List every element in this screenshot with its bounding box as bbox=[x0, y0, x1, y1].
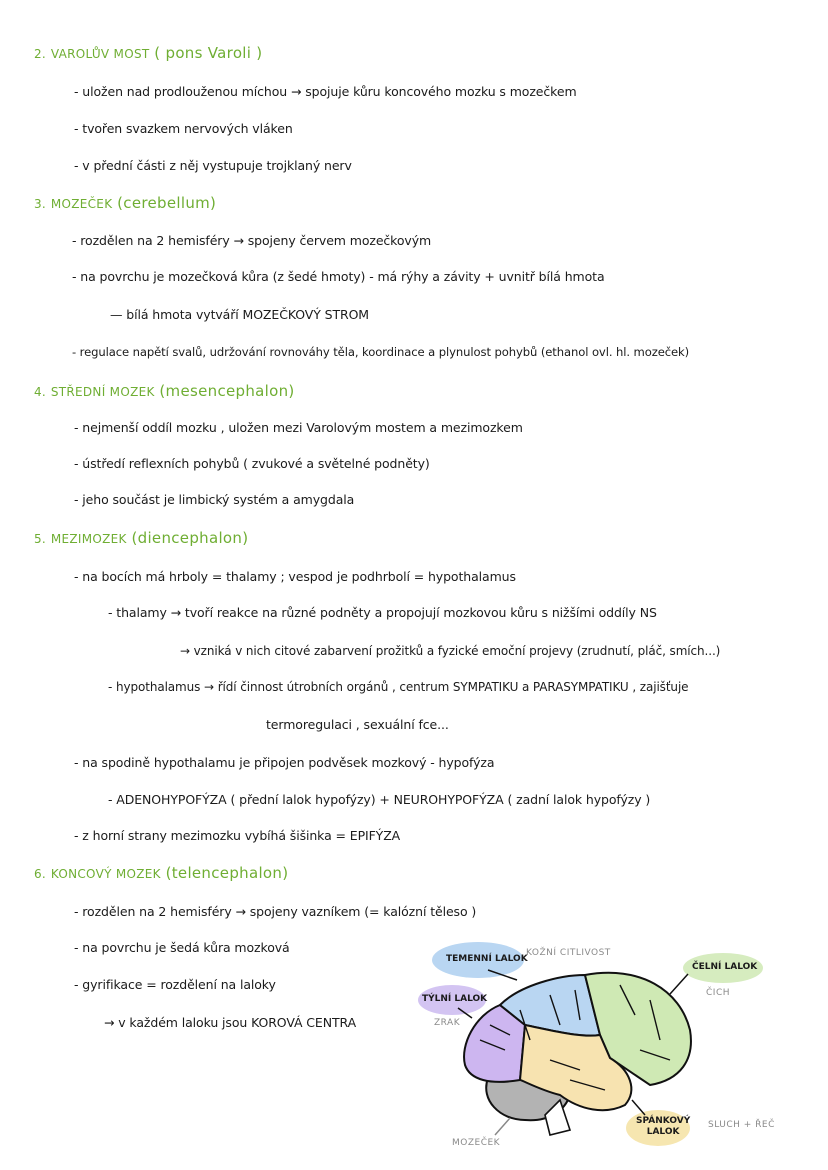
text-line: - ústředí reflexních pohybů ( zvukové a světelné podněty) bbox=[74, 456, 430, 471]
text-line: - ADENOHYPOFÝZA ( přední lalok hypofýzy) + NEUROHYPOFÝZA ( zadní lalok hypofýzy ) bbox=[108, 792, 651, 807]
text-line: - uložen nad prodlouženou míchou → spojuje kůru koncového mozku s mozečkem bbox=[74, 84, 577, 99]
text-line: - v přední části z něj vystupuje trojklaný nerv bbox=[74, 158, 352, 173]
text-line: - regulace napětí svalů, udržování rovnováhy těla, koordinace a plynulost pohybů (ethanol ovl. hl. mozeček) bbox=[72, 345, 690, 359]
text-line: - rozdělen na 2 hemisféry → spojeny vazníkem (= kalózní těleso ) bbox=[74, 904, 477, 919]
text-line: - na bocích má hrboly = thalamy ; vespod je podhrbolí = hypothalamus bbox=[74, 569, 516, 584]
function-parietal: KOŽNÍ CITLIVOST bbox=[526, 948, 611, 958]
text-line: → vzniká v nich citové zabarvení prožitků a fyzické emoční projevy (zrudnutí, pláč, smích...) bbox=[180, 644, 721, 658]
text-line: - jeho součást je limbický systém a amygdala bbox=[74, 492, 355, 507]
text-line: - gyrifikace = rozdělení na laloky bbox=[74, 977, 276, 992]
function-frontal: ČICH bbox=[706, 988, 730, 998]
function-temporal: SLUCH + ŘEČ bbox=[708, 1120, 775, 1130]
text-line: - z horní strany mezimozku vybíhá šišinka = EPIFÝZA bbox=[74, 828, 401, 843]
label-parietal-lobe: TEMENNÍ LALOK bbox=[446, 954, 528, 964]
text-line: - hypothalamus → řídí činnost útrobních orgánů , centrum SYMPATIKU a PARASYMPATIKU , zajišťuje bbox=[108, 680, 689, 694]
brain-diagram bbox=[410, 930, 828, 1160]
text-line: termoregulaci , sexuální fce... bbox=[266, 717, 449, 732]
heading-koncovy-mozek: 6. KONCOVÝ MOZEK (telencephalon) bbox=[34, 864, 289, 882]
text-line: → v každém laloku jsou KOROVÁ CENTRA bbox=[104, 1015, 357, 1030]
heading-mezimozek: 5. MEZIMOZEK (diencephalon) bbox=[34, 529, 249, 547]
text-line: - na povrchu je mozečková kůra (z šedé hmoty) - má rýhy a závity + uvnitř bílá hmota bbox=[72, 269, 605, 284]
label-cerebellum: MOZEČEK bbox=[452, 1138, 501, 1148]
label-frontal-lobe: ČELNÍ LALOK bbox=[692, 962, 758, 972]
function-occipital: ZRAK bbox=[434, 1018, 461, 1028]
text-line: - nejmenší oddíl mozku , uložen mezi Varolovým mostem a mezimozkem bbox=[74, 420, 523, 435]
label-occipital-lobe: TÝLNÍ LALOK bbox=[422, 994, 488, 1004]
label-temporal-lobe: SPÁNKOVÝ LALOK bbox=[636, 1116, 691, 1137]
heading-varoluv-most: 2. VAROLŮV MOST ( pons Varoli ) bbox=[34, 44, 263, 62]
text-line: - na povrchu je šedá kůra mozková bbox=[74, 940, 290, 955]
heading-mozecek: 3. MOZEČEK (cerebellum) bbox=[34, 194, 217, 212]
heading-stredni-mozek: 4. STŘEDNÍ MOZEK (mesencephalon) bbox=[34, 382, 295, 400]
text-line: - tvořen svazkem nervových vláken bbox=[74, 121, 293, 136]
text-line: - na spodině hypothalamu je připojen podvěsek mozkový - hypofýza bbox=[74, 755, 495, 770]
text-line: - rozdělen na 2 hemisféry → spojeny červem mozečkovým bbox=[72, 233, 432, 248]
text-line: — bílá hmota vytváří MOZEČKOVÝ STROM bbox=[110, 307, 369, 322]
text-line: - thalamy → tvoří reakce na různé podněty a propojují mozkovou kůru s nižšími oddíly NS bbox=[108, 605, 657, 620]
